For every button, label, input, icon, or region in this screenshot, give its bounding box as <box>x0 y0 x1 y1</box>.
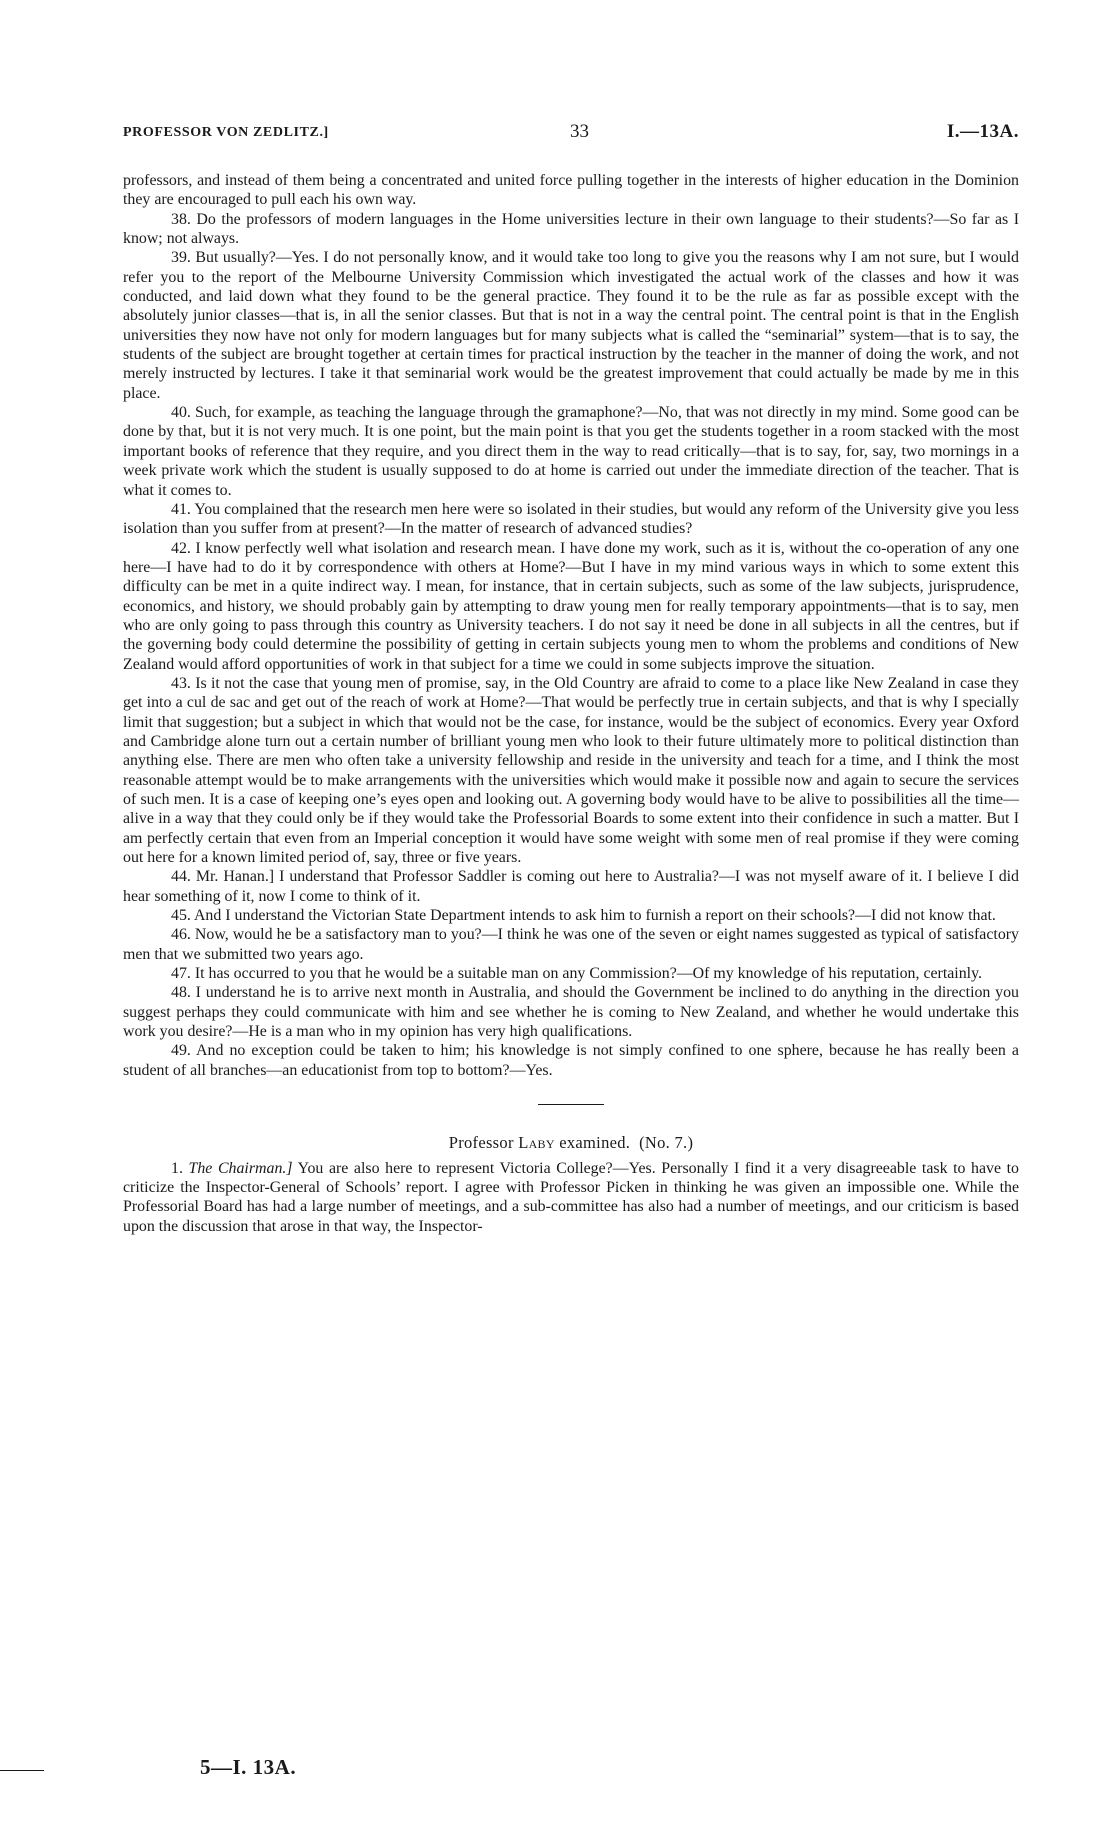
heading-number: (No. 7.) <box>639 1133 694 1153</box>
page-number: 33 <box>570 121 589 142</box>
paragraph-q44: 44. Mr. Hanan.] I understand that Professor Saddler is coming out here to Australia?—I was not myself aware of it. I believe I did hear something of it, now I come to think of it. <box>123 868 1019 905</box>
paragraph-q48: 48. I understand he is to arrive next month in Australia, and should the Government be inclined to do anything in the direction you suggest perhaps they could communicate with him and see whether he is coming to New Zealand, and whether he would undertake this work you desire?—He is a man who in my opinion has very high qualifications. <box>123 984 1019 1041</box>
speaker-label: The Chairman.] <box>188 1159 293 1177</box>
paragraph-q38: 38. Do the professors of modern languages in the Home universities lecture in their own language to their students?—So far as I know; not always. <box>123 210 1019 248</box>
question-text: You are also here to represent Victoria College?—Yes. Personally I find it a very disagreeable task to have to criticize the Inspector-General of Schools’ report. I agree with Professor Picken in thinking he was given an impossible one. While the Professorial Board has had a large number of meetings, and a sub-committee has also had a number of meetings, and our criticism is based upon the discussion that arose in that way, the Inspector- <box>123 1159 1020 1235</box>
body-text <box>123 171 1019 1236</box>
section-divider <box>538 1104 604 1105</box>
paragraph-q45: 45. And I understand the Victorian State Department intends to ask him to furnish a report on their schools?—I did not know that. <box>171 907 996 925</box>
paragraph-q46: 46. Now, would he be a satisfactory man to you?—I think he was one of the seven or eight names suggested as typical of satisfactory men that we submitted two years ago. <box>123 926 1019 963</box>
running-header <box>123 121 1019 145</box>
paragraph-q49: 49. And no exception could be taken to him; his knowledge is not simply confined to one sphere, because he has really been a student of all branches—an educationist from top to bottom?—Yes. <box>123 1042 1019 1079</box>
heading-prefix: Professor <box>448 1133 514 1153</box>
paragraph-q41: 41. You complained that the research men here were so isolated in their studies, but would any reform of the University give you less isolation than you suffer from at present?—In the matter of research of advanced studies? <box>123 500 1019 538</box>
paragraph-q42: 42. I know perfectly well what isolation and research mean. I have done my work, such as it is, without the co-operation of any one here—I have had to do it by correspondence with others at Home?—But I have in my mind various ways in which to some extent this difficulty can be met in a quite indirect way. I mean, for instance, that in certain subjects, such as some of the law subjects, jurisprudence, economics, and history, we should probably gain by attempting to draw young men for really temporary appointments—that is to say, men who are only going to pass through this country as University teachers. I do not say it need be done in all subjects in all the centres, but if the governing body could determine the possibility of getting in certain subjects young men to whom the problems and conditions of New Zealand would afford opportunities of work in that subject for a time we could in some subjects improve the situation. <box>123 539 1019 673</box>
signature-reference: 5—I. 13A. <box>200 1755 297 1779</box>
paragraph-continuation: professors, and instead of them being a concentrated and united force pulling together in the interests of higher education in the Dominion they are encouraged to pull each his own way. <box>123 172 1019 209</box>
paragraph-q43: 43. Is it not the case that young men of promise, say, in the Old Country are afraid to come to a place like New Zealand in case they get into a cul de sac and get out of the reach of work at Home?—That would be perfectly true in certain subjects, and that is why I specially limit that suggestion; but a subject in which that would not be the case, for instance, would be the subject of economics. Every year Oxford and Cambridge alone turn out a certain number of brilliant young men who look to their future ultimately more to political distinction than anything else. There are men who often take a university fellowship and reside in the university and teach for a time, and I think the most reasonable attempt would be to make arrangements with the universities which would make it possible now and again to secure the services of such men. It is a case of keeping one’s eyes open and looking out. A governing body would have to be alive to possibilities all the time—alive in a way that they could only be if they would take the Professorial Boards to some extent into their confidence in such a matter. But I am perfectly certain that even from an Imperial conception it would have some weight with some men of real promise if they were coming out here for a known limited period of, say, three or five years. <box>123 674 1019 867</box>
paragraph-laby-q1 <box>123 1159 1019 1236</box>
header-witness-name: PROFESSOR VON ZEDLITZ.] <box>123 125 329 140</box>
paper-reference: I.—13A. <box>946 121 1019 142</box>
footer-rule <box>0 1770 44 1771</box>
paragraph-q40: 40. Such, for example, as teaching the language through the gramaphone?—No, that was not directly in my mind. Some good can be done by that, but it is not very much. It is one point, but the main point is that you get the students together in a room stacked with the most important books of reference that they require, and you direct them in the way to read critically—that is to say, for, say, two mornings in a week private work which the student is usually supposed to do at home is carried out under the immediate direction of the teacher. That is what it comes to. <box>123 404 1019 499</box>
section-heading <box>123 1133 1019 1152</box>
question-number: 1. <box>171 1159 183 1177</box>
heading-suffix: examined. <box>559 1133 631 1153</box>
paragraph-q39: 39. But usually?—Yes. I do not personally know, and it would take too long to give you the reasons why I am not sure, but I would refer you to the report of the Melbourne University Commission which investigated the actual work of the classes and how it was conducted, and laid down what they found to be the general practice. They found it to be the rule as far as possible except with the absolutely junior classes—that is, in all the senior classes. But that is not in a way the central point. The central point is that in the English universities they now have not only for modern languages but for many subjects what is called the “seminarial” system—that is to say, the students of the subject are brought together at certain times for practical instruction by the teacher in the manner of doing the work, and not merely instructed by lectures. I take it that seminarial work would be the greatest improvement that could actually be made by me in this place. <box>123 249 1019 402</box>
heading-witness-name: Laby <box>518 1133 555 1153</box>
paragraph-q47: 47. It has occurred to you that he would be a suitable man on any Commission?—Of my knowledge of his reputation, certainly. <box>171 965 982 983</box>
